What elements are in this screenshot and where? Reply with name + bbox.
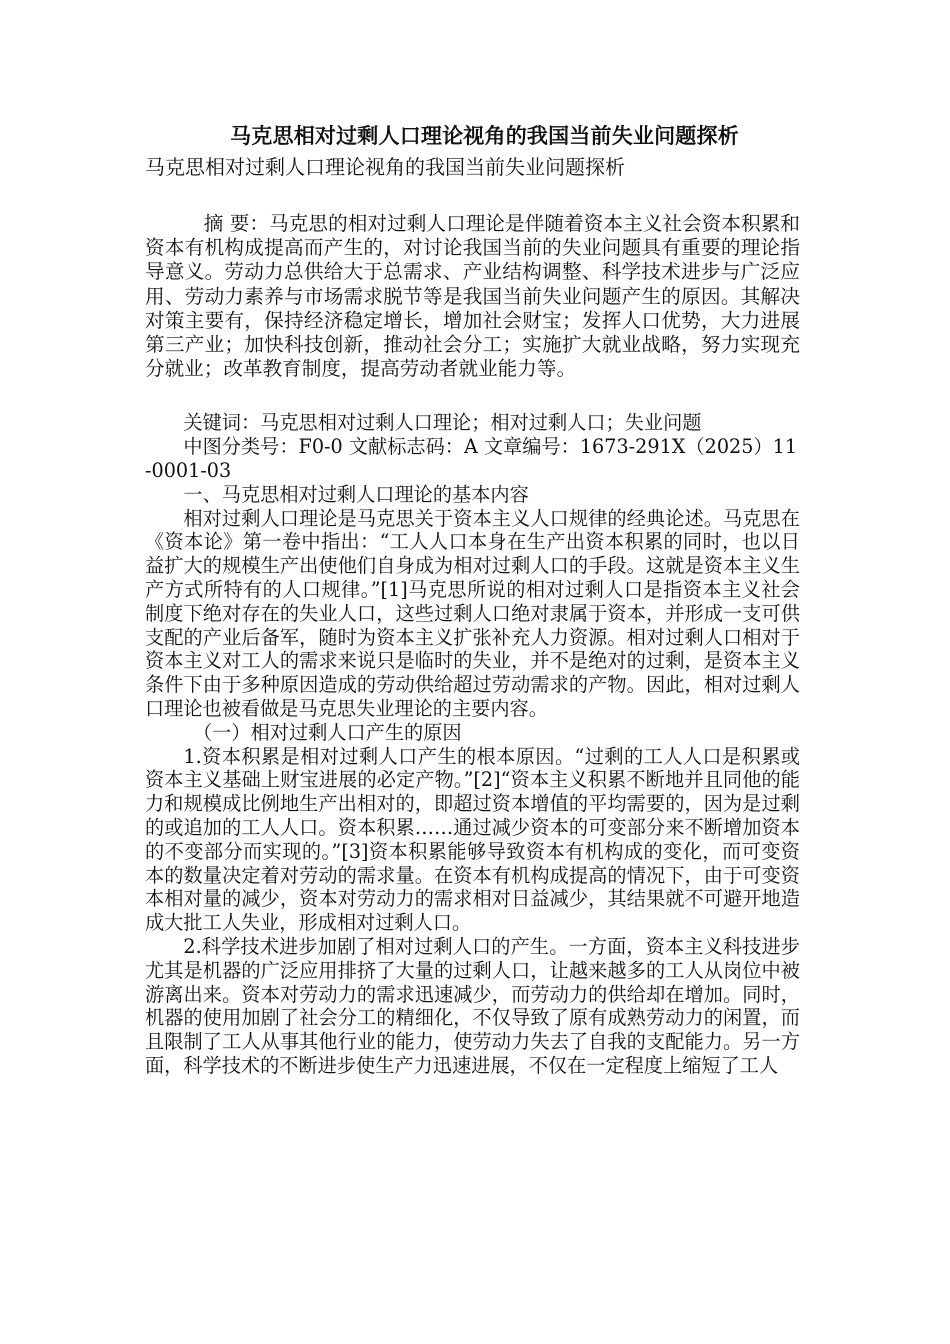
- spacer: [145, 381, 800, 411]
- abstract-paragraph: 摘 要：马克思的相对过剩人口理论是伴随着资本主义社会资本积累和资本有机构成提高而产生的，对讨论我国当前的失业问题具有重要的理论指导意义。劳动力总供给大于总需求、产业结构调整、科学技术进步与广泛应用、劳动力素养与市场需求脱节等是我国当前失业问题产生的原因。其解决对策主要有，保持经济稳定增长，增加社会财宝；发挥人口优势，大力进展第三产业；加快科技创新，推动社会分工；实施扩大就业战略，努力实现充分就业；改革教育制度，提高劳动者就业能力等。: [145, 212, 800, 381]
- document-body: [145, 120, 800, 1078]
- subsection-heading: （一）相对过剩人口产生的原因: [193, 720, 462, 744]
- section-heading: 一、马克思相对过剩人口理论的基本内容: [183, 482, 529, 506]
- keywords-line: 关键词：马克思相对过剩人口理论；相对过剩人口；失业问题: [183, 411, 702, 435]
- document-title: 马克思相对过剩人口理论视角的我国当前失业问题探析: [230, 124, 739, 148]
- body-paragraph: 1.资本积累是相对过剩人口产生的根本原因。“过剩的工人人口是积累或资本主义基础上财宝进展的必定产物。”[2]“资本主义积累不断地并且同他的能力和规模成比例地生产出相对的，即超过资本增值的平均需要的，因为是过剩的或追加的工人人口。资本积累……通过减少资本的可变部分来不断增加资本的不变部分而实现的。”[3]资本积累能够导致资本有机构成的变化，而可变资本的数量决定着对劳动的需求量。在资本有机构成提高的情况下，由于可变资本相对量的减少，资本对劳动力的需求相对日益减少，其结果就不可避开地造成大批工人失业，形成相对过剩人口。: [145, 744, 800, 935]
- body-paragraph: 2.科学技术进步加剧了相对过剩人口的产生。一方面，资本主义科技进步尤其是机器的广泛应用排挤了大量的过剩人口，让越来越多的工人从岗位中被游离出来。资本对劳动力的需求迅速减少，而劳动力的供给却在增加。同时，机器的使用加剧了社会分工的精细化，不仅导致了原有成熟劳动力的闲置，而且限制了工人从事其他行业的能力，使劳动力失去了自我的支配能力。另一方面，科学技术的不断进步使生产力迅速进展，不仅在一定程度上缩短了工人: [145, 934, 800, 1077]
- spacer: [145, 182, 800, 212]
- document-subtitle: 马克思相对过剩人口理论视角的我国当前失业问题探析: [145, 155, 625, 179]
- classification-line: 中图分类号：F0-0 文献标志码：A 文章编号：1673-291X（2025）11-0001-03: [145, 435, 798, 483]
- body-paragraph: 相对过剩人口理论是马克思关于资本主义人口规律的经典论述。马克思在《资本论》第一卷中指出：“工人人口本身在生产出资本积累的同时，也以日益扩大的规模生产出使他们自身成为相对过剩人口的手段。这就是资本主义生产方式所特有的人口规律。”[1]马克思所说的相对过剩人口是指资本主义社会制度下绝对存在的失业人口，这些过剩人口绝对隶属于资本，并形成一支可供支配的产业后备军，随时为资本主义扩张补充人力资源。相对过剩人口相对于资本主义对工人的需求来说只是临时的失业，并不是绝对的过剩，是资本主义条件下由于多种原因造成的劳动供给超过劳动需求的产物。因此，相对过剩人口理论也被看做是马克思失业理论的主要内容。: [145, 506, 800, 720]
